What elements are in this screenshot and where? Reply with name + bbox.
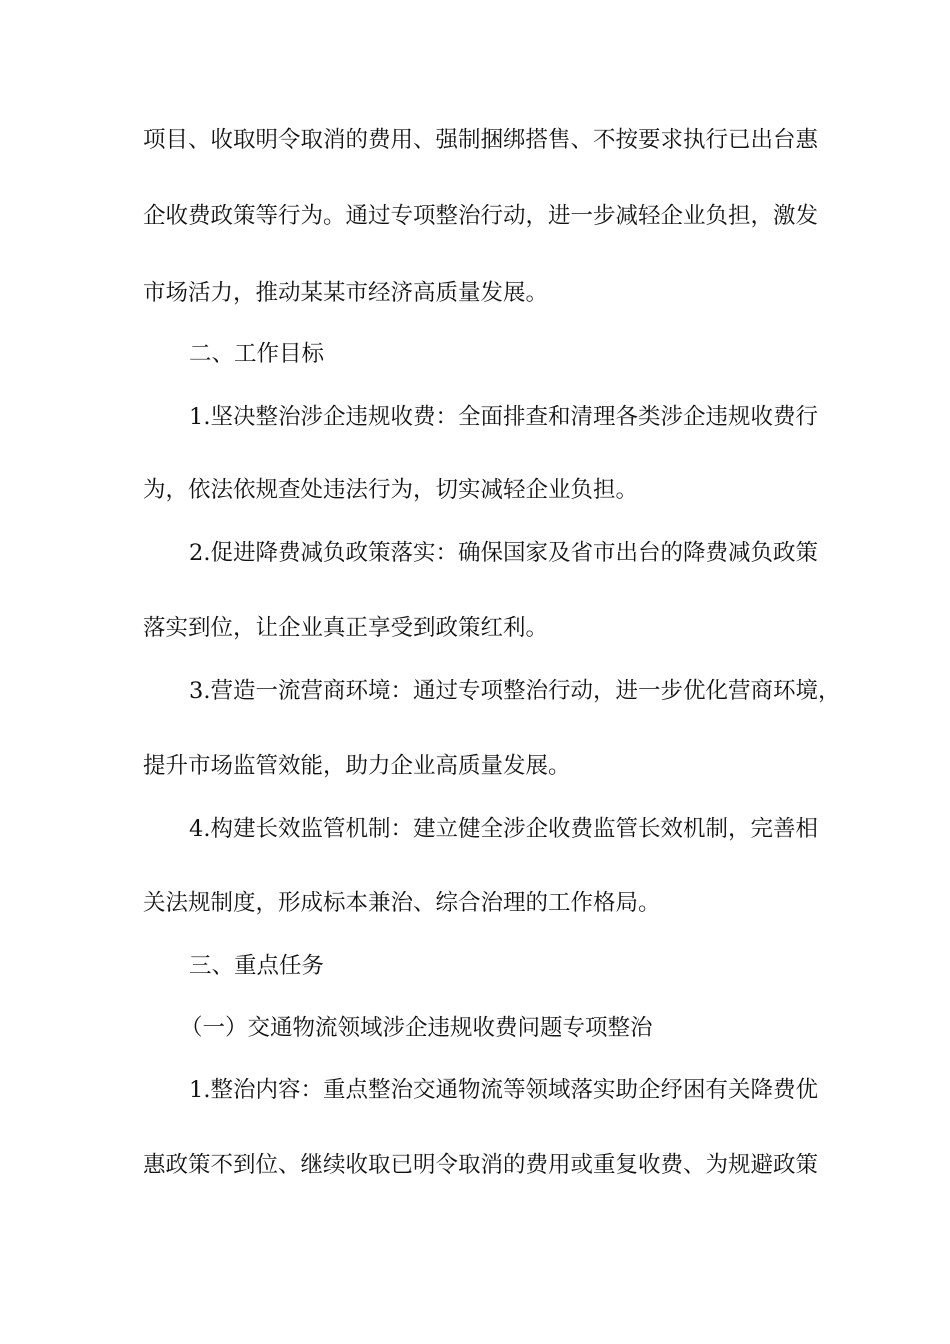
- list-item-text: 1.坚决整治涉企违规收费：全面排查和清理各类涉企违规收费行: [189, 404, 818, 430]
- body-text-line: 企收费政策等行为。通过专项整治行动，进一步减轻企业负担，激发: [143, 203, 819, 229]
- body-text-line: 关法规制度，形成标本兼治、综合治理的工作格局。: [143, 890, 661, 916]
- list-item-text: 3.营造一流营商环境：通过专项整治行动，进一步优化营商环境，: [189, 678, 841, 704]
- body-text-line: 为，依法依规查处违法行为，切实减轻企业负担。: [143, 477, 639, 503]
- body-text-line: 项目、收取明令取消的费用、强制捆绑搭售、不按要求执行已出台惠: [143, 127, 819, 153]
- list-item-text: 4.构建长效监管机制：建立健全涉企收费监管长效机制，完善相: [189, 816, 818, 842]
- section-heading: 二、工作目标: [189, 341, 325, 367]
- body-text-line: 惠政策不到位、继续收取已明令取消的费用或重复收费、为规避政策: [143, 1152, 819, 1178]
- section-heading: 三、重点任务: [189, 953, 325, 979]
- body-text-line: 落实到位，让企业真正享受到政策红利。: [143, 615, 549, 641]
- body-text-line: 提升市场监管效能，助力企业高质量发展。: [143, 753, 571, 779]
- list-item-text: 1.整治内容：重点整治交通物流等领域落实助企纾困有关降费优: [189, 1077, 818, 1103]
- subsection-heading: （一）交通物流领域涉企违规收费问题专项整治: [180, 1015, 653, 1041]
- list-item-text: 2.促进降费减负政策落实：确保国家及省市出台的降费减负政策: [189, 540, 818, 566]
- body-text-line: 市场活力，推动某某市经济高质量发展。: [143, 280, 549, 306]
